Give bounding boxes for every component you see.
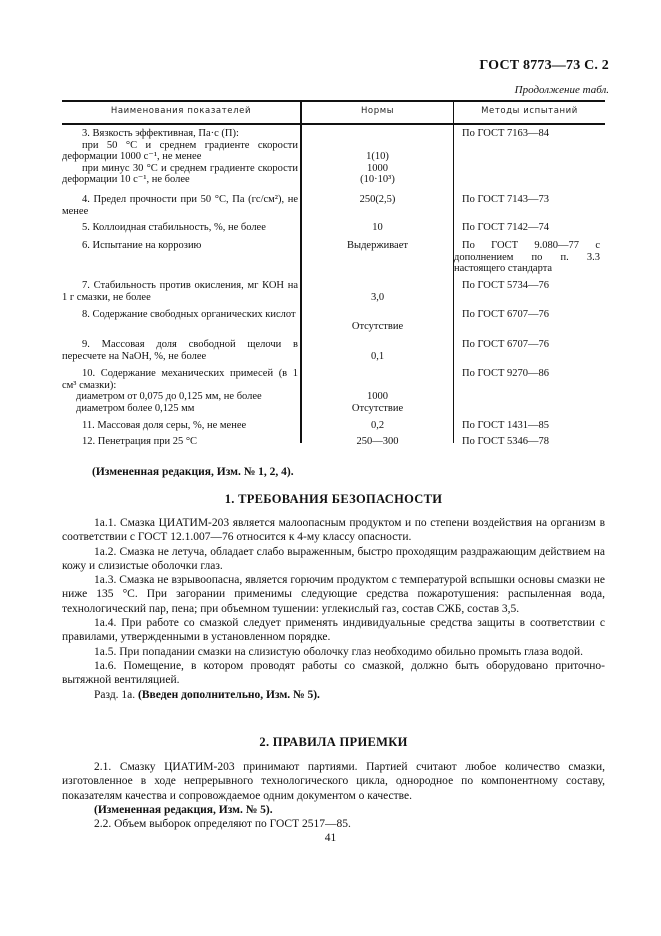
table-row-method: По ГОСТ 1431—85: [462, 420, 550, 431]
norm-value: 1(10): [366, 151, 389, 162]
row-text: 10. Содержание механических примесей (в 1 см³ смазки):: [62, 368, 298, 391]
table-row-name: [62, 128, 298, 186]
table-row-method: По ГОСТ 9270—86: [462, 368, 550, 379]
table-row-method: По ГОСТ 5734—76: [462, 280, 550, 291]
section-note: [62, 688, 605, 702]
table-row-norms: 0,1: [370, 351, 385, 362]
note-bold: (Введен дополнительно, Изм. № 5).: [138, 688, 320, 701]
paragraph-1a5: 1а.5. При попадании смазки на слизистую оболочку глаз необходимо обильно промыть глаза водой.: [94, 645, 584, 658]
paragraph-1a4: 1а.4. При работе со смазкой следует применять индивидуальные средства защиты в соответствии с правилами, утвержденными в установленном порядке.: [62, 617, 605, 644]
row-text: 8. Содержание свободных органических кислот: [82, 309, 296, 320]
row-text: 9. Массовая доля свободной щелочи в пересчете на NaOH, %, не более: [62, 339, 298, 362]
table-top-rule: [62, 100, 605, 102]
paragraph-2-1: 2.1. Смазку ЦИАТИМ-203 принимают партиями. Партией считают любое количество смазки, изготовленное в ходе непрерывного технологического цикла, однородное по компонентному составу, показателям качества и сопровождаемое одним документом о качестве.: [62, 761, 605, 802]
column-header-name: Наименования показателей: [110, 106, 252, 116]
table-row-method: По ГОСТ 7163—84: [462, 128, 550, 139]
row-text: диаметром от 0,075 до 0,125 мм, не более: [76, 391, 262, 402]
table-row-norms: 250—300: [356, 436, 399, 447]
document-reference: ГОСТ 8773—73 С. 2: [479, 58, 609, 73]
table-row-name: [62, 436, 298, 448]
table-row-norms: Отсутствие: [351, 321, 404, 332]
paragraph-1a6: 1а.6. Помещение, в котором проводят работы со смазкой, должно быть оборудовано приточно-вытяжной вентиляцией.: [62, 659, 605, 687]
norm-value: Отсутствие: [351, 402, 404, 414]
table-row-method: По ГОСТ 7143—73: [462, 194, 550, 205]
acceptance-rules-text: [62, 760, 605, 831]
section-title-safety: 1. ТРЕБОВАНИЯ БЕЗОПАСНОСТИ: [224, 492, 443, 506]
row-text: 7. Стабильность против окисления, мг КОН на 1 г смазки, не более: [62, 280, 298, 303]
table-row-name: [62, 222, 298, 234]
table-amendment-note: (Измененная редакция, Изм. № 1, 2, 4).: [92, 466, 294, 478]
row-text: 5. Коллоидная стабильность, %, не более: [82, 222, 266, 233]
section-title-acceptance: 2. ПРАВИЛА ПРИЕМКИ: [259, 735, 408, 749]
table-row-method: По ГОСТ 6707—76: [462, 309, 550, 320]
table-row-name: [62, 368, 298, 414]
norm-value: 1000: [367, 162, 388, 174]
table-row-method: По ГОСТ 5346—78: [462, 436, 550, 447]
table-row-norms: 0,2: [370, 420, 385, 431]
row-text: 3. Вязкость эффективная, Па·с (П):: [82, 128, 239, 139]
row-text: 6. Испытание на коррозию: [82, 240, 202, 251]
page-number: 41: [324, 832, 337, 844]
paragraph-2-2: 2.2. Объем выборок определяют по ГОСТ 2517—85.: [94, 818, 351, 831]
row-text: при 50 °C и среднем градиенте скорости деформации 1000 с⁻¹, не менее: [62, 139, 298, 162]
column-header-norms: Нормы: [360, 106, 395, 116]
table-row-name: [62, 280, 298, 303]
amendment-note: (Измененная редакция, Изм. № 5).: [94, 803, 273, 816]
safety-requirements-text: [62, 516, 605, 702]
paragraph-1a2: 1а.2. Смазка не летуча, обладает слабо выраженным, быстро проходящим раздражающим действием на кожу и слизистые оболочки глаз.: [62, 545, 605, 572]
table-row-norms: [302, 391, 453, 414]
table-row-name: [62, 240, 298, 252]
row-text: 11. Массовая доля серы, %, не менее: [82, 420, 247, 431]
paragraph-1a1: 1а.1. Смазка ЦИАТИМ-203 является малоопасным продуктом и по степени воздействия на организм в соответствии с ГОСТ 12.1.007—76 относится к 4-му классу опасности.: [62, 517, 605, 544]
column-header-methods: Методы испытаний: [481, 106, 578, 116]
row-text: при минус 30 °C и среднем градиенте скорости деформации 10 с⁻¹, не более: [62, 162, 298, 185]
table-header-rule: [62, 123, 605, 125]
table-row-norms: 3,0: [370, 292, 385, 303]
table-row-norms: [302, 151, 453, 186]
row-text: 4. Предел прочности при 50 °C, Па (гс/см²), не менее: [62, 194, 298, 217]
table-row-name: [62, 309, 298, 321]
norm-value: (10·10³): [360, 174, 395, 185]
table-row-name: [62, 194, 298, 217]
table-continuation-label: Продолжение табл.: [514, 84, 609, 96]
note-prefix: Разд. 1а.: [94, 688, 136, 701]
table-row-method: По ГОСТ 7142—74: [462, 222, 550, 233]
table-row-norms: 250(2,5): [359, 194, 396, 205]
table-row-method: По ГОСТ 6707—76: [462, 339, 550, 350]
paragraph-1a3: 1а.3. Смазка не взрывоопасна, является горючим продуктом с температурой вспышки основы смазки не ниже 135 °C. При загорании применимы следующие средства пожаротушения: распыленная вода, технологический пар, пена; при объемном тушении: углекислый газ, состав СЖБ, состав 3,5.: [62, 574, 605, 615]
table-row-name: [62, 420, 298, 432]
row-text: диаметром более 0,125 мм: [76, 402, 195, 414]
table-row-name: [62, 339, 298, 362]
norm-value: 1000: [367, 391, 388, 402]
row-text: 12. Пенетрация при 25 °C: [82, 436, 198, 447]
table-row-norms: Выдерживает: [347, 240, 408, 251]
table-row-method: По ГОСТ 9.080—77 с дополнением по п. 3.3 настоящего стандарта: [454, 240, 600, 274]
table-row-norms: 10: [372, 222, 383, 233]
